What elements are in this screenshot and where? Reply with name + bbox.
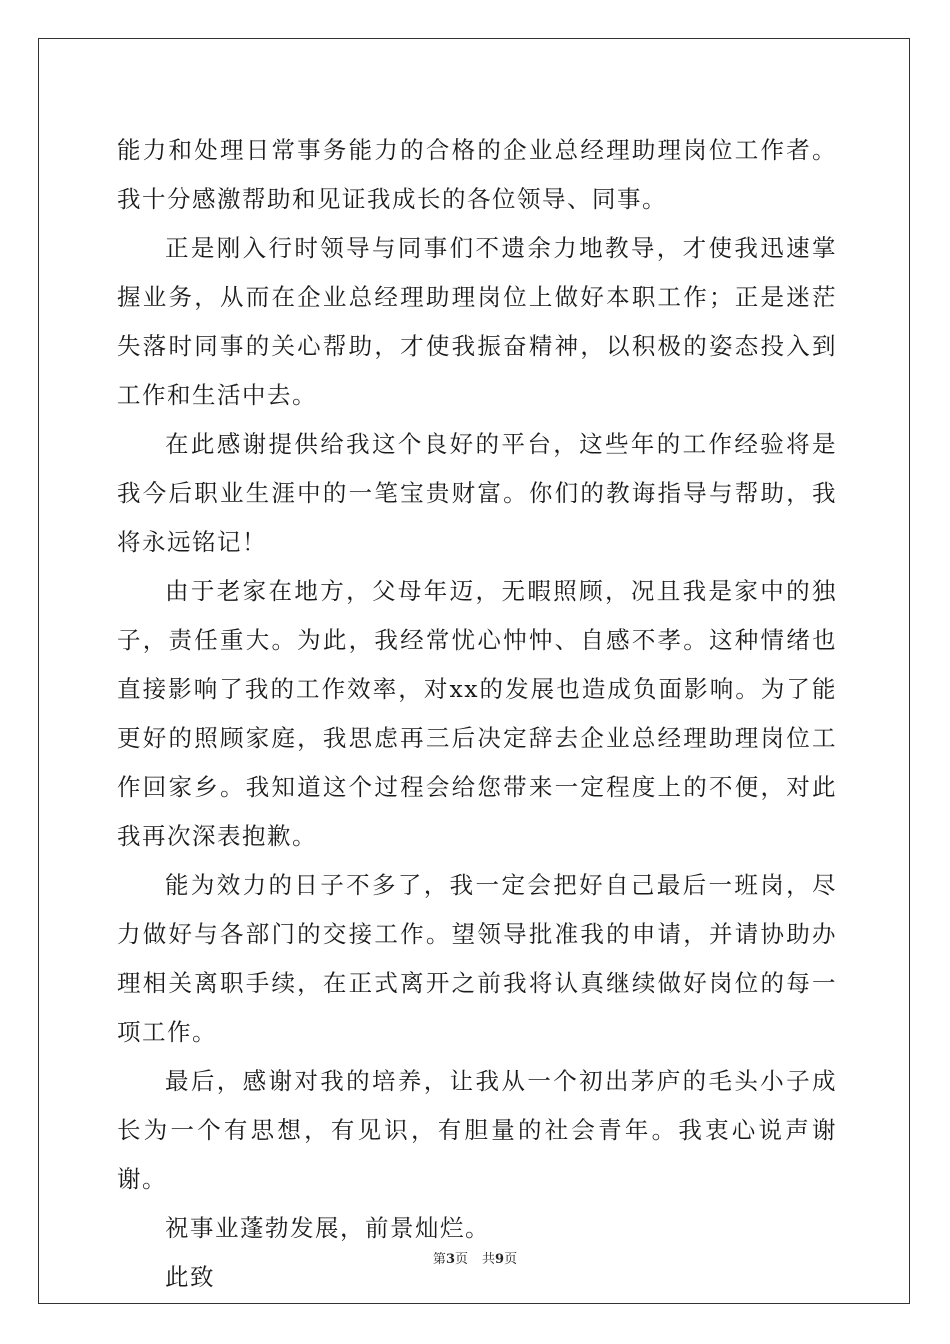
salutation-closing: 此致 [165,1263,215,1291]
page-footer [0,1248,950,1267]
paragraph-4: 由于老家在地方，父母年迈，无暇照顾，况且我是家中的独子，责任重大。为此，我经常忧心忡忡、自感不孝。这种情绪也直接影响了我的工作效率，对xx的发展也造成负面影响。为了能更好的照顾家庭，我思虑再三后决定辞去企业总经理助理岗位工作回家乡。我知道这个过程会给您带来一定程度上的不便，对此我再次深表抱歉。 [117,577,837,850]
page-number: 3 [445,1252,455,1267]
total-suffix: 页 [504,1252,518,1267]
total-prefix: 共 [482,1252,496,1267]
paragraph-6: 最后，感谢对我的培养，让我从一个初出茅庐的毛头小子成长为一个有思想，有见识，有胆量的社会青年。我衷心说声谢谢。 [117,1067,837,1193]
page-prefix: 第 [432,1252,446,1267]
paragraph-5: 能为效力的日子不多了，我一定会把好自己最后一班岗，尽力做好与各部门的交接工作。望领导批准我的申请，并请协助办理相关离职手续，在正式离开之前我将认真继续做好岗位的每一项工作。 [117,871,837,1046]
paragraph-2: 正是刚入行时领导与同事们不遗余力地教导，才使我迅速掌握业务，从而在企业总经理助理岗位上做好本职工作；正是迷茫失落时同事的关心帮助，才使我振奋精神，以积极的姿态投入到工作和生活中去。 [117,234,837,409]
letter-body [117,126,837,1302]
total-pages: 9 [495,1252,505,1267]
closing-wish: 祝事业蓬勃发展，前景灿烂。 [165,1214,490,1242]
page-suffix: 页 [454,1252,468,1267]
paragraph-3: 在此感谢提供给我这个良好的平台，这些年的工作经验将是我今后职业生涯中的一笔宝贵财富。你们的教诲指导与帮助，我将永远铭记！ [117,430,837,556]
paragraph-1: 能力和处理日常事务能力的合格的企业总经理助理岗位工作者。我十分感激帮助和见证我成长的各位领导、同事。 [117,136,837,213]
